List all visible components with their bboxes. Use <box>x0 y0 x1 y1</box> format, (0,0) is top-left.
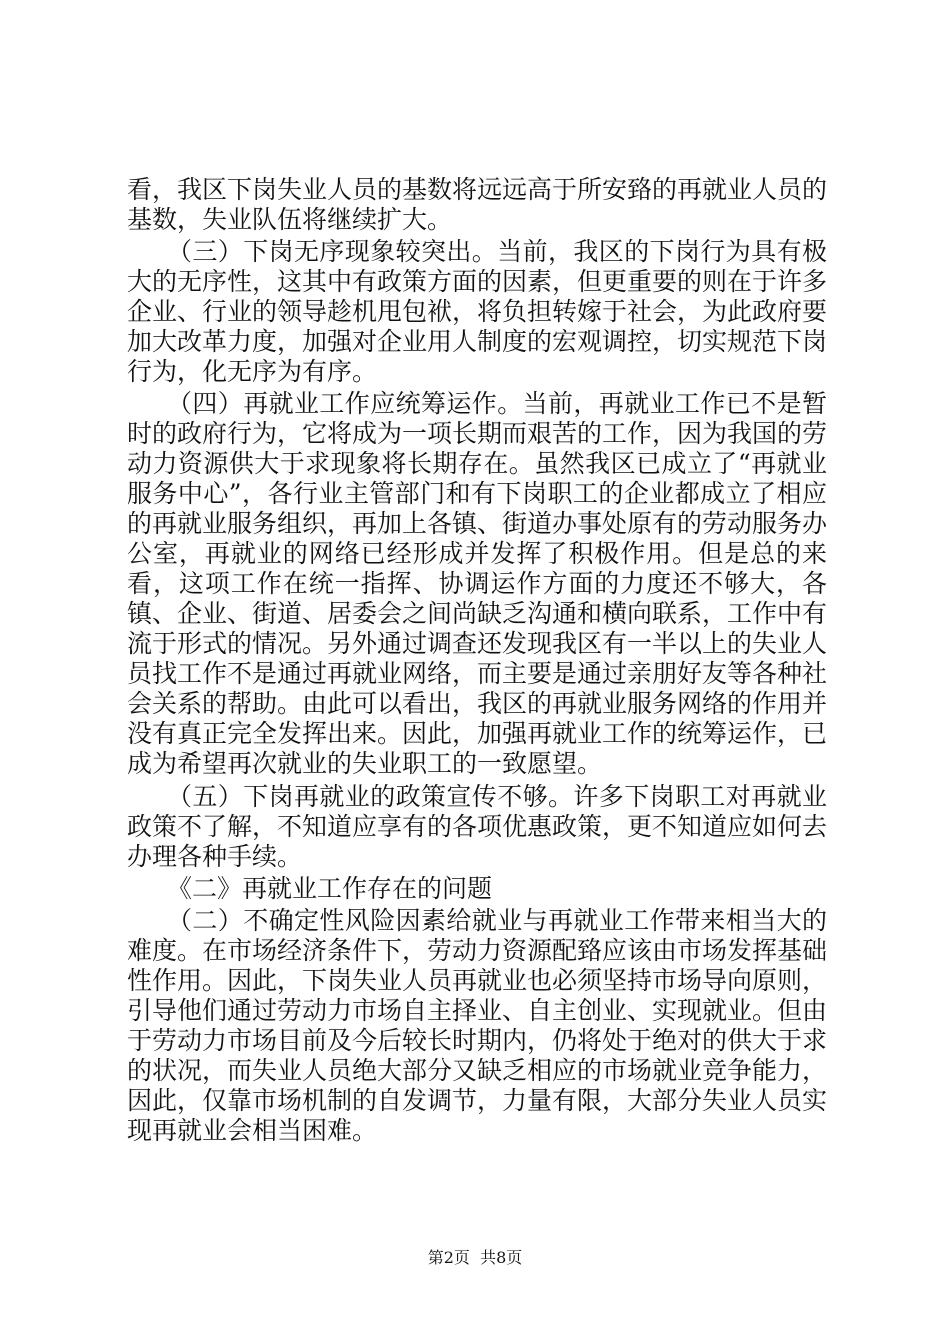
paragraph: （四）再就业工作应统筹运作。当前，再就业工作已不是暂时的政府行为，它将成为一项长期而艰苦的工作，因为我国的劳动力资源供大于求现象将长期存在。虽然我区已成立了“再就业服务中心”，各行业主管部门和有下岗职工的企业都成立了相应的再就业服务组织，再加上各镇、街道办事处原有的劳动服务办公室，再就业的网络已经形成并发挥了积极作用。但是总的来看，这项工作在统一指挥、协调运作方面的力度还不够大，各镇、企业、街道、居委会之间尚缺乏沟通和横向联系，工作中有流于形式的情况。另外通过调查还发现我区有一半以上的失业人员找工作不是通过再就业网络，而主要是通过亲朋好友等各种社会关系的帮助。由此可以看出，我区的再就业服务网络的作用并没有真正完全发挥出来。因此，加强再就业工作的统筹运作，已成为希望再次就业的失业职工的一致愿望。 <box>127 389 828 779</box>
section-heading: 《二》再就业工作存在的问题 <box>167 873 493 903</box>
paragraph: （二）不确定性风险因素给就业与再就业工作带来相当大的难度。在市场经济条件下，劳动力资源配臵应该由市场发挥基础性作用。因此，下岗失业人员再就业也必须坚持市场导向原则，引导他们通过劳动力市场自主择业、自主创业、实现就业。但由于劳动力市场目前及今后较长时期内，仍将处于绝对的供大于求的状况，而失业人员绝大部分又缺乏相应的市场就业竞争能力，因此，仅靠市场机制的自发调节，力量有限，大部分失业人员实现再就业会相当困难。 <box>127 905 828 1145</box>
page-number-footer: 第2页 共8页 <box>427 1248 523 1267</box>
paragraph: （五）下岗再就业的政策宣传不够。许多下岗职工对再就业政策不了解，不知道应享有的各项优惠政策，更不知道应如何去办理各种手续。 <box>127 781 828 871</box>
paragraph: 看，我区下岗失业人员的基数将远远高于所安臵的再就业人员的基数，失业队伍将继续扩大。 <box>127 175 828 234</box>
document-body <box>127 175 827 1148</box>
paragraph: （三）下岗无序现象较突出。当前，我区的下岗行为具有极大的无序性，这其中有政策方面的因素，但更重要的则在于许多企业、行业的领导趁机甩包袱，将负担转嫁于社会，为此政府要加大改革力度，加强对企业用人制度的宏观调控，切实规范下岗行为，化无序为有序。 <box>127 237 828 387</box>
